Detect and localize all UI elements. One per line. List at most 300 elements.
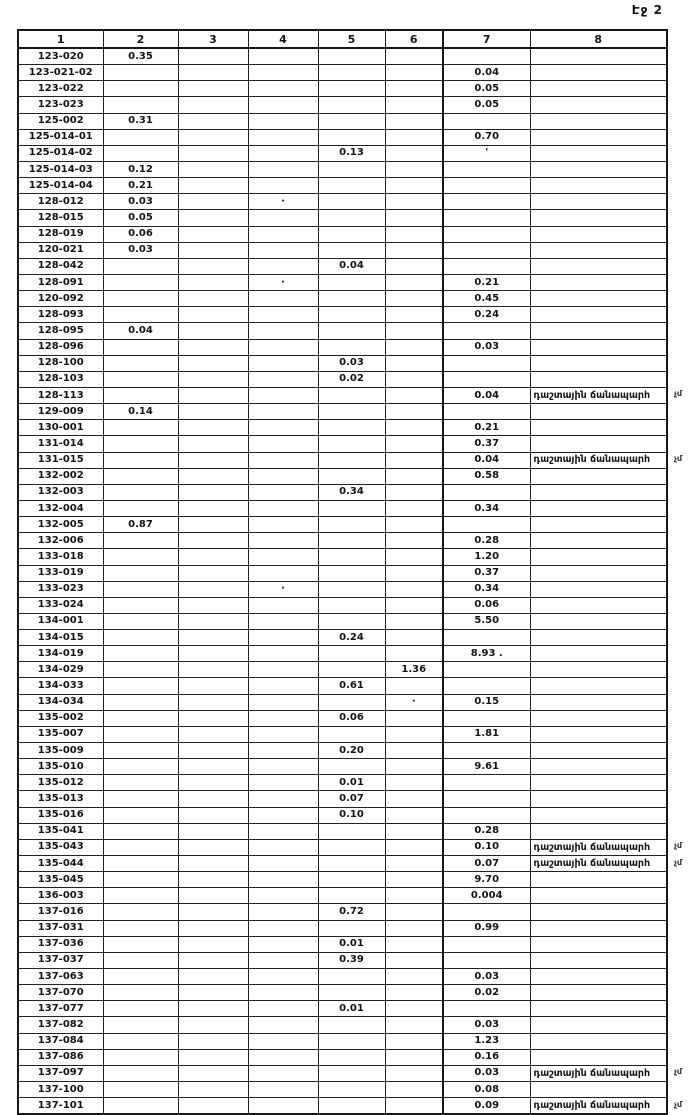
cell-col1: 134-029 <box>18 662 103 678</box>
cell-col6 <box>385 597 443 613</box>
cell-col5 <box>318 113 385 129</box>
table-row <box>18 920 667 936</box>
cell-col5 <box>318 387 385 403</box>
cell-col4 <box>248 597 318 613</box>
table-row <box>18 1033 667 1049</box>
table-row <box>18 1082 667 1098</box>
cell-col1: 128-093 <box>18 307 103 323</box>
cell-col3 <box>178 920 248 936</box>
cell-col8 <box>530 1001 667 1017</box>
cell-col2 <box>103 484 178 500</box>
cell-col4 <box>248 404 318 420</box>
cell-col2: 0.14 <box>103 404 178 420</box>
cell-col8 <box>530 613 667 629</box>
cell-col4 <box>248 355 318 371</box>
cell-col6 <box>385 1082 443 1098</box>
cell-col8 <box>530 210 667 226</box>
table-row <box>18 856 667 872</box>
cell-col6 <box>385 1033 443 1049</box>
cell-col4 <box>248 823 318 839</box>
cell-col3 <box>178 936 248 952</box>
cell-col7: 0.02 <box>443 985 530 1001</box>
cell-col2 <box>103 452 178 468</box>
cell-col3 <box>178 371 248 387</box>
cell-col4 <box>248 226 318 242</box>
cell-col7: 0.07 <box>443 856 530 872</box>
cell-col8 <box>530 888 667 904</box>
cell-col6 <box>385 888 443 904</box>
cell-col1: 137-100 <box>18 1082 103 1098</box>
table-row <box>18 452 667 468</box>
cell-col6 <box>385 371 443 387</box>
cell-col5 <box>318 452 385 468</box>
table-body <box>18 48 667 1114</box>
cell-col5: 0.20 <box>318 743 385 759</box>
cell-col3 <box>178 646 248 662</box>
cell-col4 <box>248 694 318 710</box>
cell-col6 <box>385 97 443 113</box>
cell-col2 <box>103 775 178 791</box>
cell-col3 <box>178 678 248 694</box>
cell-col2 <box>103 936 178 952</box>
cell-col6 <box>385 904 443 920</box>
cell-col5: 0.24 <box>318 630 385 646</box>
cell-col5 <box>318 839 385 855</box>
cell-col2: 0.04 <box>103 323 178 339</box>
cell-col2 <box>103 581 178 597</box>
cell-col1: 137-070 <box>18 985 103 1001</box>
cell-col4 <box>248 1082 318 1098</box>
cell-col6 <box>385 823 443 839</box>
table-row <box>18 194 667 210</box>
cell-col1: 135-045 <box>18 872 103 888</box>
table-row <box>18 985 667 1001</box>
table-row <box>18 97 667 113</box>
cell-col7 <box>443 904 530 920</box>
cell-col1: 128-095 <box>18 323 103 339</box>
column-header-3: 3 <box>178 30 248 48</box>
cell-col4 <box>248 936 318 952</box>
cell-col3 <box>178 468 248 484</box>
cell-col3 <box>178 1065 248 1081</box>
cell-col6 <box>385 565 443 581</box>
cell-col4 <box>248 1001 318 1017</box>
data-table <box>17 29 668 1115</box>
cell-col6: · <box>385 694 443 710</box>
cell-col7 <box>443 178 530 194</box>
cell-col8 <box>530 97 667 113</box>
cell-col4 <box>248 242 318 258</box>
cell-col5 <box>318 48 385 65</box>
cell-col6 <box>385 1049 443 1065</box>
cell-col2 <box>103 952 178 968</box>
cell-col3 <box>178 484 248 500</box>
cell-col3 <box>178 662 248 678</box>
cell-col2 <box>103 533 178 549</box>
cell-col1: 137-036 <box>18 936 103 952</box>
cell-col6 <box>385 807 443 823</box>
cell-col7: 0.05 <box>443 81 530 97</box>
cell-col5 <box>318 969 385 985</box>
table-row <box>18 952 667 968</box>
cell-col3 <box>178 969 248 985</box>
cell-col7: 0.16 <box>443 1049 530 1065</box>
cell-col4 <box>248 1098 318 1115</box>
cell-col4 <box>248 952 318 968</box>
cell-col1: 135-010 <box>18 759 103 775</box>
cell-col4 <box>248 969 318 985</box>
cell-col8 <box>530 500 667 516</box>
cell-col8 <box>530 371 667 387</box>
cell-col8 <box>530 161 667 177</box>
table-row <box>18 888 667 904</box>
cell-col2 <box>103 823 178 839</box>
cell-col7: 9.70 <box>443 872 530 888</box>
cell-col4 <box>248 1017 318 1033</box>
cell-col8 <box>530 1033 667 1049</box>
cell-col7 <box>443 113 530 129</box>
cell-col5 <box>318 404 385 420</box>
table-header-row <box>18 30 667 48</box>
cell-col2 <box>103 1082 178 1098</box>
table-row <box>18 678 667 694</box>
table-row <box>18 517 667 533</box>
cell-col8 <box>530 1049 667 1065</box>
cell-col1: 137-077 <box>18 1001 103 1017</box>
cell-col2 <box>103 420 178 436</box>
cell-col7 <box>443 1001 530 1017</box>
cell-col2 <box>103 1065 178 1081</box>
cell-col8: դաշտային ճանապարհ <box>530 387 667 403</box>
cell-col7 <box>443 242 530 258</box>
cell-col7: 0.21 <box>443 420 530 436</box>
cell-col3 <box>178 436 248 452</box>
cell-col4 <box>248 500 318 516</box>
cell-col4 <box>248 371 318 387</box>
cell-col7 <box>443 226 530 242</box>
cell-col8 <box>530 565 667 581</box>
cell-col8 <box>530 113 667 129</box>
cell-col7 <box>443 404 530 420</box>
cell-col4 <box>248 726 318 742</box>
cell-col1: 134-034 <box>18 694 103 710</box>
table-row <box>18 355 667 371</box>
cell-col7: 0.99 <box>443 920 530 936</box>
cell-col7 <box>443 936 530 952</box>
cell-col1: 135-007 <box>18 726 103 742</box>
cell-col3 <box>178 274 248 290</box>
cell-col1: 128-091 <box>18 274 103 290</box>
cell-col5 <box>318 291 385 307</box>
cell-col3 <box>178 210 248 226</box>
cell-col1: 136-003 <box>18 888 103 904</box>
cell-col7: 0.03 <box>443 969 530 985</box>
cell-col6 <box>385 839 443 855</box>
cell-col3 <box>178 613 248 629</box>
margin-annotation: չմ <box>674 858 683 867</box>
cell-col2: 0.31 <box>103 113 178 129</box>
table-row <box>18 597 667 613</box>
cell-col6 <box>385 630 443 646</box>
cell-col2 <box>103 888 178 904</box>
cell-col8 <box>530 791 667 807</box>
cell-col4 <box>248 1033 318 1049</box>
cell-col2 <box>103 355 178 371</box>
cell-col2 <box>103 65 178 81</box>
table-row <box>18 420 667 436</box>
cell-col6 <box>385 1001 443 1017</box>
cell-col7: 0.34 <box>443 581 530 597</box>
cell-col5 <box>318 533 385 549</box>
table-row <box>18 307 667 323</box>
column-header-5: 5 <box>318 30 385 48</box>
cell-col8 <box>530 920 667 936</box>
cell-col8 <box>530 48 667 65</box>
cell-col7: 0.08 <box>443 1082 530 1098</box>
cell-col2 <box>103 1098 178 1115</box>
cell-col3 <box>178 1049 248 1065</box>
table-row <box>18 145 667 161</box>
cell-col2: 0.35 <box>103 48 178 65</box>
cell-col6 <box>385 726 443 742</box>
cell-col8 <box>530 1082 667 1098</box>
cell-col6 <box>385 985 443 1001</box>
cell-col5 <box>318 1065 385 1081</box>
table-row <box>18 1098 667 1115</box>
cell-col2 <box>103 387 178 403</box>
cell-col4: · <box>248 194 318 210</box>
cell-col2 <box>103 129 178 145</box>
cell-col5: 0.06 <box>318 710 385 726</box>
cell-col3 <box>178 113 248 129</box>
cell-col5 <box>318 1017 385 1033</box>
cell-col7 <box>443 807 530 823</box>
cell-col5 <box>318 65 385 81</box>
cell-col5 <box>318 856 385 872</box>
cell-col6 <box>385 613 443 629</box>
table-row <box>18 484 667 500</box>
cell-col5: 0.01 <box>318 936 385 952</box>
table-row <box>18 129 667 145</box>
table-row <box>18 743 667 759</box>
cell-col4 <box>248 210 318 226</box>
cell-col3 <box>178 630 248 646</box>
cell-col3 <box>178 743 248 759</box>
cell-col5 <box>318 323 385 339</box>
cell-col5: 0.04 <box>318 258 385 274</box>
cell-col2 <box>103 307 178 323</box>
cell-col7 <box>443 161 530 177</box>
cell-col1: 125-002 <box>18 113 103 129</box>
cell-col7: 1.81 <box>443 726 530 742</box>
cell-col8 <box>530 129 667 145</box>
cell-col3 <box>178 839 248 855</box>
cell-col2 <box>103 291 178 307</box>
table-row <box>18 161 667 177</box>
cell-col1: 133-023 <box>18 581 103 597</box>
table-row <box>18 662 667 678</box>
table-row <box>18 565 667 581</box>
table-row <box>18 630 667 646</box>
column-header-8: 8 <box>530 30 667 48</box>
cell-col6 <box>385 791 443 807</box>
cell-col7 <box>443 630 530 646</box>
cell-col7 <box>443 775 530 791</box>
cell-col1: 137-037 <box>18 952 103 968</box>
cell-col6 <box>385 452 443 468</box>
table-row <box>18 872 667 888</box>
cell-col2 <box>103 662 178 678</box>
cell-col2 <box>103 920 178 936</box>
cell-col4 <box>248 387 318 403</box>
cell-col1: 128-042 <box>18 258 103 274</box>
cell-col4 <box>248 81 318 97</box>
cell-col3 <box>178 872 248 888</box>
cell-col3 <box>178 581 248 597</box>
cell-col3 <box>178 291 248 307</box>
cell-col7: 0.04 <box>443 387 530 403</box>
table-row <box>18 904 667 920</box>
cell-col5 <box>318 613 385 629</box>
cell-col5 <box>318 823 385 839</box>
cell-col1: 132-004 <box>18 500 103 516</box>
cell-col4 <box>248 65 318 81</box>
table-row <box>18 178 667 194</box>
table-row <box>18 1065 667 1081</box>
cell-col1: 135-009 <box>18 743 103 759</box>
cell-col8 <box>530 291 667 307</box>
cell-col2 <box>103 694 178 710</box>
cell-col5 <box>318 646 385 662</box>
cell-col6 <box>385 161 443 177</box>
cell-col2: 0.06 <box>103 226 178 242</box>
cell-col5 <box>318 1049 385 1065</box>
cell-col5 <box>318 242 385 258</box>
cell-col4 <box>248 113 318 129</box>
cell-col5: 0.39 <box>318 952 385 968</box>
cell-col2: 0.03 <box>103 242 178 258</box>
cell-col1: 135-041 <box>18 823 103 839</box>
cell-col7 <box>443 710 530 726</box>
cell-col6 <box>385 969 443 985</box>
cell-col5 <box>318 307 385 323</box>
cell-col6 <box>385 484 443 500</box>
cell-col2 <box>103 759 178 775</box>
cell-col3 <box>178 404 248 420</box>
cell-col3 <box>178 500 248 516</box>
cell-col7: 5.50 <box>443 613 530 629</box>
cell-col6 <box>385 646 443 662</box>
cell-col5 <box>318 920 385 936</box>
cell-col6 <box>385 307 443 323</box>
cell-col7 <box>443 791 530 807</box>
cell-col7: 0.03 <box>443 1065 530 1081</box>
table-row <box>18 775 667 791</box>
cell-col8 <box>530 872 667 888</box>
cell-col7: 1.23 <box>443 1033 530 1049</box>
cell-col5 <box>318 694 385 710</box>
table-row <box>18 210 667 226</box>
table-row <box>18 1049 667 1065</box>
cell-col2 <box>103 856 178 872</box>
cell-col8 <box>530 710 667 726</box>
cell-col7 <box>443 194 530 210</box>
cell-col3 <box>178 97 248 113</box>
cell-col1: 128-113 <box>18 387 103 403</box>
cell-col8 <box>530 339 667 355</box>
cell-col5: 0.72 <box>318 904 385 920</box>
cell-col4 <box>248 985 318 1001</box>
cell-col1: 125-014-01 <box>18 129 103 145</box>
cell-col4 <box>248 484 318 500</box>
cell-col4 <box>248 420 318 436</box>
cell-col1: 128-100 <box>18 355 103 371</box>
cell-col1: 131-015 <box>18 452 103 468</box>
cell-col1: 137-031 <box>18 920 103 936</box>
cell-col8 <box>530 581 667 597</box>
cell-col3 <box>178 549 248 565</box>
cell-col7: 0.21 <box>443 274 530 290</box>
cell-col7: 0.04 <box>443 65 530 81</box>
cell-col8 <box>530 904 667 920</box>
cell-col7 <box>443 517 530 533</box>
cell-col2 <box>103 743 178 759</box>
cell-col1: 133-024 <box>18 597 103 613</box>
cell-col8 <box>530 985 667 1001</box>
table-row <box>18 81 667 97</box>
table-row <box>18 969 667 985</box>
cell-col1: 133-019 <box>18 565 103 581</box>
cell-col3 <box>178 856 248 872</box>
table-row <box>18 291 667 307</box>
cell-col8: դաշտային ճանապարհ <box>530 1065 667 1081</box>
cell-col3 <box>178 323 248 339</box>
cell-col4 <box>248 97 318 113</box>
cell-col1: 128-019 <box>18 226 103 242</box>
cell-col1: 125-014-04 <box>18 178 103 194</box>
cell-col3 <box>178 985 248 1001</box>
cell-col5 <box>318 161 385 177</box>
cell-col2: 0.05 <box>103 210 178 226</box>
cell-col4 <box>248 791 318 807</box>
cell-col7: 0.15 <box>443 694 530 710</box>
cell-col1: 134-001 <box>18 613 103 629</box>
cell-col6 <box>385 355 443 371</box>
cell-col2: 0.12 <box>103 161 178 177</box>
cell-col4 <box>248 452 318 468</box>
cell-col2 <box>103 613 178 629</box>
cell-col7: ' <box>443 145 530 161</box>
cell-col3 <box>178 597 248 613</box>
cell-col6 <box>385 81 443 97</box>
cell-col5 <box>318 500 385 516</box>
table-row <box>18 1001 667 1017</box>
cell-col5 <box>318 436 385 452</box>
cell-col3 <box>178 517 248 533</box>
cell-col4 <box>248 48 318 65</box>
cell-col4 <box>248 807 318 823</box>
cell-col2 <box>103 597 178 613</box>
cell-col6 <box>385 339 443 355</box>
cell-col2 <box>103 726 178 742</box>
cell-col1: 137-016 <box>18 904 103 920</box>
cell-col4 <box>248 662 318 678</box>
cell-col7: 0.45 <box>443 291 530 307</box>
cell-col4 <box>248 743 318 759</box>
cell-col4 <box>248 839 318 855</box>
cell-col2 <box>103 839 178 855</box>
cell-col2 <box>103 371 178 387</box>
